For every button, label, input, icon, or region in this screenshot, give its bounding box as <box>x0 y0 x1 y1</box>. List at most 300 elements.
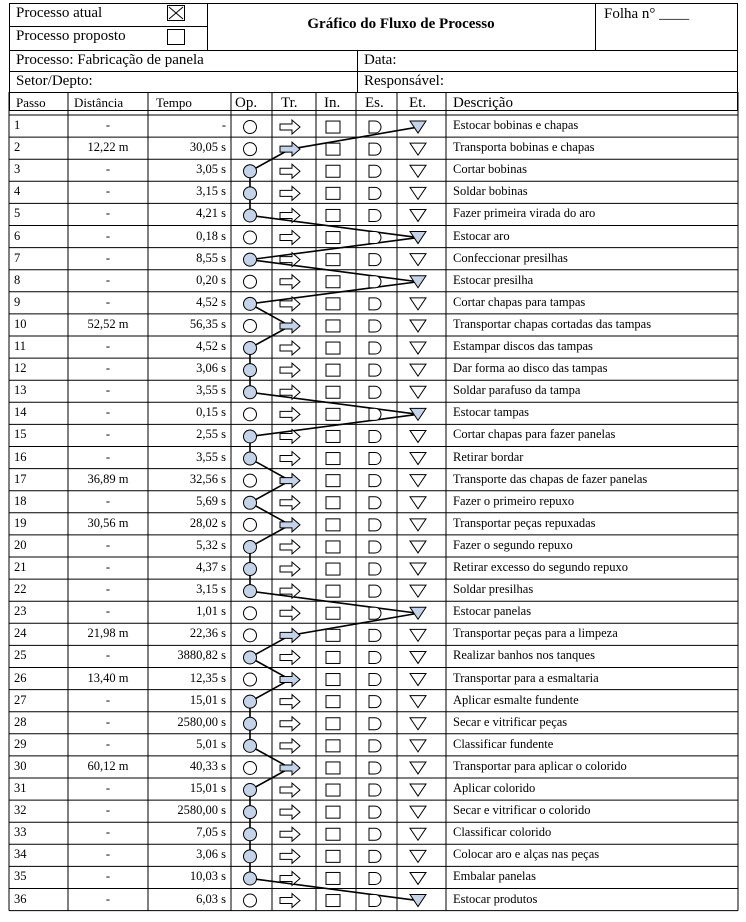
transport-arrow-icon <box>280 452 300 466</box>
step-time: 2580,00 s <box>177 803 226 818</box>
delay-d-icon <box>369 806 381 818</box>
step-number: 20 <box>14 537 27 552</box>
step-description: Soldar presilhas <box>453 582 534 597</box>
step-number: 29 <box>14 736 27 751</box>
inspection-square-icon <box>326 497 340 509</box>
transport-arrow-icon <box>280 628 300 642</box>
delay-d-icon <box>369 408 381 420</box>
transport-arrow-icon <box>280 363 300 377</box>
transport-arrow-icon <box>280 275 300 289</box>
step-time: 6,03 s <box>196 891 226 906</box>
operation-circle-icon <box>244 253 257 266</box>
col-et: Et. <box>409 95 427 111</box>
operation-circle-icon <box>244 386 257 399</box>
step-distance: - <box>105 184 111 199</box>
delay-d-icon <box>369 762 381 774</box>
step-description: Classificar fundente <box>453 736 554 751</box>
step-description: Estocar tampas <box>453 405 530 420</box>
storage-triangle-icon <box>410 121 426 133</box>
delay-d-icon <box>369 850 381 862</box>
storage-triangle-icon <box>410 320 426 332</box>
inspection-square-icon <box>326 320 340 332</box>
inspection-square-icon <box>326 828 340 840</box>
step-distance: - <box>105 493 111 508</box>
step-distance: 12,22 m <box>87 140 129 155</box>
step-description: Transportar para aplicar o colorido <box>453 758 627 773</box>
delay-d-icon <box>369 651 381 663</box>
step-description: Classificar colorido <box>453 825 552 840</box>
transport-arrow-icon <box>280 783 300 797</box>
col-distancia: Distância <box>74 95 124 110</box>
step-distance: 30,56 m <box>87 515 129 530</box>
step-time: 3,55 s <box>196 449 226 464</box>
delay-d-icon <box>369 276 381 288</box>
step-time: 10,03 s <box>189 869 226 884</box>
chart-title: Gráfico do Fluxo de Processo <box>307 16 495 32</box>
transport-arrow-icon <box>280 849 300 863</box>
delay-d-icon <box>369 519 381 531</box>
storage-triangle-icon <box>410 541 426 553</box>
step-number: 13 <box>14 383 27 398</box>
step-description: Aplicar esmalte fundente <box>453 692 579 707</box>
storage-triangle-icon <box>410 475 426 487</box>
step-time: 15,01 s <box>189 692 226 707</box>
inspection-square-icon <box>326 386 340 398</box>
operation-circle-icon <box>244 585 257 598</box>
folha-label: Folha n° ____ <box>604 6 690 22</box>
step-distance: - <box>105 537 111 552</box>
delay-d-icon <box>369 342 381 354</box>
step-number: 10 <box>14 316 27 331</box>
inspection-square-icon <box>326 276 340 288</box>
operation-circle-icon <box>244 474 257 487</box>
operation-circle-icon <box>244 231 257 244</box>
delay-d-icon <box>369 430 381 442</box>
inspection-square-icon <box>326 121 340 133</box>
operation-circle-icon <box>244 297 257 310</box>
operation-circle-icon <box>244 872 257 885</box>
step-time: 8,55 s <box>196 250 226 265</box>
delay-d-icon <box>369 453 381 465</box>
operation-circle-icon <box>244 651 257 664</box>
col-passo: Passo <box>16 95 46 110</box>
delay-d-icon <box>369 232 381 244</box>
step-number: 5 <box>14 206 21 221</box>
step-time: 2580,00 s <box>177 714 226 729</box>
operation-circle-icon <box>244 187 257 200</box>
step-distance: - <box>105 582 111 597</box>
step-description: Transportar para a esmaltaria <box>453 670 599 685</box>
transport-arrow-icon <box>280 739 300 753</box>
step-distance: - <box>105 294 111 309</box>
inspection-square-icon <box>326 232 340 244</box>
step-distance: - <box>105 847 111 862</box>
step-description: Transporte das chapas de fazer panelas <box>453 471 648 486</box>
step-number: 30 <box>14 758 27 773</box>
step-description: Colocar aro e alças nas peças <box>453 847 600 862</box>
step-number: 15 <box>14 427 27 442</box>
transport-arrow-icon <box>280 606 300 620</box>
step-time: 5,01 s <box>196 736 226 751</box>
transport-arrow-icon <box>280 540 300 554</box>
storage-triangle-icon <box>410 519 426 531</box>
storage-triangle-icon <box>410 364 426 376</box>
step-time: 4,52 s <box>196 339 226 353</box>
operation-circle-icon <box>244 275 257 288</box>
step-distance: - <box>105 383 111 398</box>
step-description: Dar forma ao disco das tampas <box>453 361 608 376</box>
step-description: Transporta bobinas e chapas <box>453 140 595 155</box>
step-distance: - <box>105 206 111 221</box>
inspection-square-icon <box>326 762 340 774</box>
step-number: 31 <box>14 781 27 795</box>
step-distance: - <box>105 560 111 574</box>
step-time: 56,35 s <box>189 316 226 331</box>
transport-arrow-icon <box>280 761 300 775</box>
step-description: Retirar bordar <box>453 449 524 464</box>
step-description: Estocar aro <box>453 228 510 243</box>
step-time: 15,01 s <box>189 781 226 795</box>
storage-triangle-icon <box>410 585 426 597</box>
inspection-square-icon <box>326 430 340 442</box>
delay-d-icon <box>369 364 381 376</box>
operation-circle-icon <box>244 342 257 355</box>
inspection-square-icon <box>326 187 340 199</box>
delay-d-icon <box>369 607 381 619</box>
step-number: 18 <box>14 493 27 508</box>
inspection-square-icon <box>326 541 340 553</box>
delay-d-icon <box>369 165 381 177</box>
col-descricao: Descrição <box>453 95 513 111</box>
step-distance: - <box>105 361 111 376</box>
transport-arrow-icon <box>280 562 300 576</box>
step-description: Estocar presilha <box>453 272 534 287</box>
operation-circle-icon <box>244 850 257 863</box>
step-distance: - <box>105 339 111 353</box>
inspection-square-icon <box>326 165 340 177</box>
step-time: 1,01 s <box>196 604 226 619</box>
step-distance: 52,52 m <box>87 316 129 331</box>
operation-circle-icon <box>244 717 257 730</box>
step-distance: - <box>105 228 111 243</box>
delay-d-icon <box>369 784 381 796</box>
transport-arrow-icon <box>280 142 300 156</box>
operation-circle-icon <box>244 518 257 531</box>
step-time: 3,55 s <box>196 383 226 398</box>
step-description: Fazer primeira virada do aro <box>453 206 596 221</box>
inspection-square-icon <box>326 563 340 575</box>
step-description: Embalar panelas <box>453 869 536 884</box>
operation-circle-icon <box>244 739 257 752</box>
step-number: 7 <box>14 250 21 265</box>
step-number: 21 <box>14 560 27 574</box>
step-description: Transportar peças para a limpeza <box>453 626 618 641</box>
step-distance: - <box>105 736 111 751</box>
operation-circle-icon <box>244 806 257 819</box>
step-distance: - <box>105 869 111 884</box>
step-time: 4,21 s <box>196 206 226 221</box>
step-time: 28,02 s <box>189 515 226 530</box>
delay-d-icon <box>369 895 381 907</box>
transport-arrow-icon <box>280 518 300 532</box>
step-time: 4,37 s <box>196 560 226 574</box>
step-distance: - <box>105 781 111 795</box>
step-time: 3,15 s <box>196 582 226 597</box>
delay-d-icon <box>369 187 381 199</box>
step-number: 4 <box>14 184 21 199</box>
operation-circle-icon <box>244 761 257 774</box>
delay-d-icon <box>369 209 381 221</box>
step-time: 3880,82 s <box>177 648 226 663</box>
storage-triangle-icon <box>410 386 426 398</box>
delay-d-icon <box>369 320 381 332</box>
delay-d-icon <box>369 740 381 752</box>
storage-triangle-icon <box>410 718 426 730</box>
transport-arrow-icon <box>280 319 300 333</box>
step-number: 14 <box>14 405 27 420</box>
transport-arrow-icon <box>280 695 300 709</box>
delay-d-icon <box>369 475 381 487</box>
step-description: Estocar bobinas e chapas <box>453 118 579 132</box>
step-time: 12,35 s <box>189 670 226 685</box>
delay-d-icon <box>369 254 381 266</box>
step-time: 4,52 s <box>196 294 226 309</box>
step-number: 16 <box>14 449 27 464</box>
inspection-square-icon <box>326 143 340 155</box>
storage-triangle-icon <box>410 209 426 221</box>
step-number: 2 <box>14 140 21 155</box>
step-number: 35 <box>14 869 27 884</box>
inspection-square-icon <box>326 872 340 884</box>
delay-d-icon <box>369 121 381 133</box>
step-distance: 13,40 m <box>87 670 129 685</box>
operation-circle-icon <box>244 629 257 642</box>
step-distance: - <box>105 825 111 840</box>
step-number: 36 <box>14 891 27 906</box>
step-distance: 21,98 m <box>87 626 129 641</box>
inspection-square-icon <box>326 629 340 641</box>
transport-arrow-icon <box>280 474 300 488</box>
operation-circle-icon <box>244 319 257 332</box>
step-number: 23 <box>14 604 27 619</box>
inspection-square-icon <box>326 453 340 465</box>
inspection-square-icon <box>326 607 340 619</box>
delay-d-icon <box>369 497 381 509</box>
inspection-square-icon <box>326 806 340 818</box>
operation-circle-icon <box>244 894 257 907</box>
transport-arrow-icon <box>280 827 300 841</box>
step-description: Soldar parafuso da tampa <box>453 383 581 398</box>
storage-triangle-icon <box>410 342 426 354</box>
storage-triangle-icon <box>410 497 426 509</box>
delay-d-icon <box>369 298 381 310</box>
inspection-square-icon <box>326 740 340 752</box>
transport-arrow-icon <box>280 805 300 819</box>
step-number: 11 <box>14 339 27 353</box>
transport-arrow-icon <box>280 186 300 200</box>
operation-circle-icon <box>244 143 257 156</box>
delay-d-icon <box>369 674 381 686</box>
transport-arrow-icon <box>280 717 300 731</box>
step-number: 17 <box>14 471 27 486</box>
transport-arrow-icon <box>280 894 300 908</box>
delay-d-icon <box>369 541 381 553</box>
data-label: Data: <box>364 52 397 68</box>
operation-circle-icon <box>244 496 257 509</box>
step-description: Retirar excesso do segundo repuxo <box>453 560 628 574</box>
transport-arrow-icon <box>280 120 300 134</box>
storage-triangle-icon <box>410 430 426 442</box>
operation-circle-icon <box>244 364 257 377</box>
step-time: 0,15 s <box>196 405 226 420</box>
operation-circle-icon <box>244 828 257 841</box>
step-description: Cortar bobinas <box>453 162 527 177</box>
step-distance: - <box>105 714 111 729</box>
inspection-square-icon <box>326 408 340 420</box>
delay-d-icon <box>369 696 381 708</box>
step-description: Transportar peças repuxadas <box>453 515 596 530</box>
col-tr: Tr. <box>281 95 298 111</box>
storage-triangle-icon <box>410 165 426 177</box>
step-time: 40,33 s <box>189 758 226 773</box>
step-time: 30,05 s <box>189 140 226 155</box>
step-time: 3,06 s <box>196 847 226 862</box>
delay-d-icon <box>369 872 381 884</box>
setor-label: Setor/Depto: <box>16 73 93 89</box>
operation-circle-icon <box>244 452 257 465</box>
step-number: 3 <box>14 162 21 177</box>
step-number: 8 <box>14 272 21 287</box>
transport-arrow-icon <box>280 341 300 355</box>
step-distance: 36,89 m <box>87 471 129 486</box>
operation-circle-icon <box>244 695 257 708</box>
processo-label: Processo: Fabricação de panela <box>16 52 204 68</box>
operation-circle-icon <box>244 408 257 421</box>
storage-triangle-icon <box>410 696 426 708</box>
step-time: 5,69 s <box>196 493 226 508</box>
step-description: Confeccionar presilhas <box>453 250 568 265</box>
step-description: Secar e vitrificar o colorido <box>453 803 591 818</box>
step-distance: - <box>105 427 111 442</box>
storage-triangle-icon <box>410 674 426 686</box>
step-number: 33 <box>14 825 27 840</box>
operation-circle-icon <box>244 540 257 553</box>
step-number: 32 <box>14 803 27 818</box>
inspection-square-icon <box>326 475 340 487</box>
transport-arrow-icon <box>280 164 300 178</box>
step-number: 26 <box>14 670 27 685</box>
inspection-square-icon <box>326 254 340 266</box>
transport-arrow-icon <box>280 496 300 510</box>
operation-circle-icon <box>244 607 257 620</box>
step-time: 3,05 s <box>196 162 226 177</box>
inspection-square-icon <box>326 651 340 663</box>
step-number: 9 <box>14 294 21 309</box>
col-op: Op. <box>235 95 258 111</box>
inspection-square-icon <box>326 342 340 354</box>
step-distance: - <box>105 162 111 177</box>
step-time: 0,20 s <box>196 272 226 287</box>
storage-triangle-icon <box>410 784 426 796</box>
operation-circle-icon <box>244 209 257 222</box>
step-distance: - <box>105 604 111 619</box>
step-time: 0,18 s <box>196 228 226 243</box>
delay-d-icon <box>369 563 381 575</box>
delay-d-icon <box>369 143 381 155</box>
step-time: 22,36 s <box>189 626 226 641</box>
step-distance: - <box>105 449 111 464</box>
storage-triangle-icon <box>410 762 426 774</box>
col-tempo: Tempo <box>156 95 192 110</box>
storage-triangle-icon <box>410 453 426 465</box>
step-distance: - <box>105 272 111 287</box>
responsavel-label: Responsável: <box>364 73 444 89</box>
step-number: 28 <box>14 714 27 729</box>
storage-triangle-icon <box>410 872 426 884</box>
step-time: 7,05 s <box>196 825 226 840</box>
step-distance: - <box>105 118 111 132</box>
operation-circle-icon <box>244 430 257 443</box>
inspection-square-icon <box>326 209 340 221</box>
storage-triangle-icon <box>410 143 426 155</box>
inspection-square-icon <box>326 519 340 531</box>
operation-circle-icon <box>244 121 257 134</box>
inspection-square-icon <box>326 674 340 686</box>
step-description: Fazer o segundo repuxo <box>453 537 573 552</box>
step-description: Transportar chapas cortadas das tampas <box>453 316 652 331</box>
step-description: Realizar banhos nos tanques <box>453 648 595 663</box>
step-number: 12 <box>14 361 27 376</box>
step-description: Estocar panelas <box>453 604 532 619</box>
processo-proposto-label: Processo proposto <box>16 28 126 44</box>
storage-triangle-icon <box>410 850 426 862</box>
step-time: 2,55 s <box>196 427 226 442</box>
step-time: 3,06 s <box>196 361 226 376</box>
storage-triangle-icon <box>410 828 426 840</box>
step-description: Cortar chapas para fazer panelas <box>453 427 616 442</box>
delay-d-icon <box>369 718 381 730</box>
step-distance: - <box>105 803 111 818</box>
storage-triangle-icon <box>410 740 426 752</box>
delay-d-icon <box>369 629 381 641</box>
inspection-square-icon <box>326 364 340 376</box>
step-number: 1 <box>14 118 21 132</box>
step-description: Estocar produtos <box>453 891 538 906</box>
storage-triangle-icon <box>410 187 426 199</box>
step-time: 5,32 s <box>196 537 226 552</box>
transport-arrow-icon <box>280 650 300 664</box>
step-time: 32,56 s <box>189 471 226 486</box>
operation-circle-icon <box>244 673 257 686</box>
storage-triangle-icon <box>410 629 426 641</box>
step-time: - <box>221 118 226 132</box>
col-in: In. <box>324 95 341 111</box>
delay-d-icon <box>369 828 381 840</box>
transport-arrow-icon <box>280 231 300 245</box>
transport-arrow-icon <box>280 673 300 687</box>
inspection-square-icon <box>326 895 340 907</box>
step-number: 19 <box>14 515 27 530</box>
step-distance: 60,12 m <box>87 758 129 773</box>
step-description: Soldar bobinas <box>453 184 528 199</box>
inspection-square-icon <box>326 298 340 310</box>
inspection-square-icon <box>326 585 340 597</box>
step-number: 34 <box>14 847 27 862</box>
step-description: Aplicar colorido <box>453 781 536 795</box>
step-distance: - <box>105 891 111 906</box>
processo-atual-label: Processo atual <box>16 5 103 21</box>
step-number: 27 <box>14 692 27 707</box>
